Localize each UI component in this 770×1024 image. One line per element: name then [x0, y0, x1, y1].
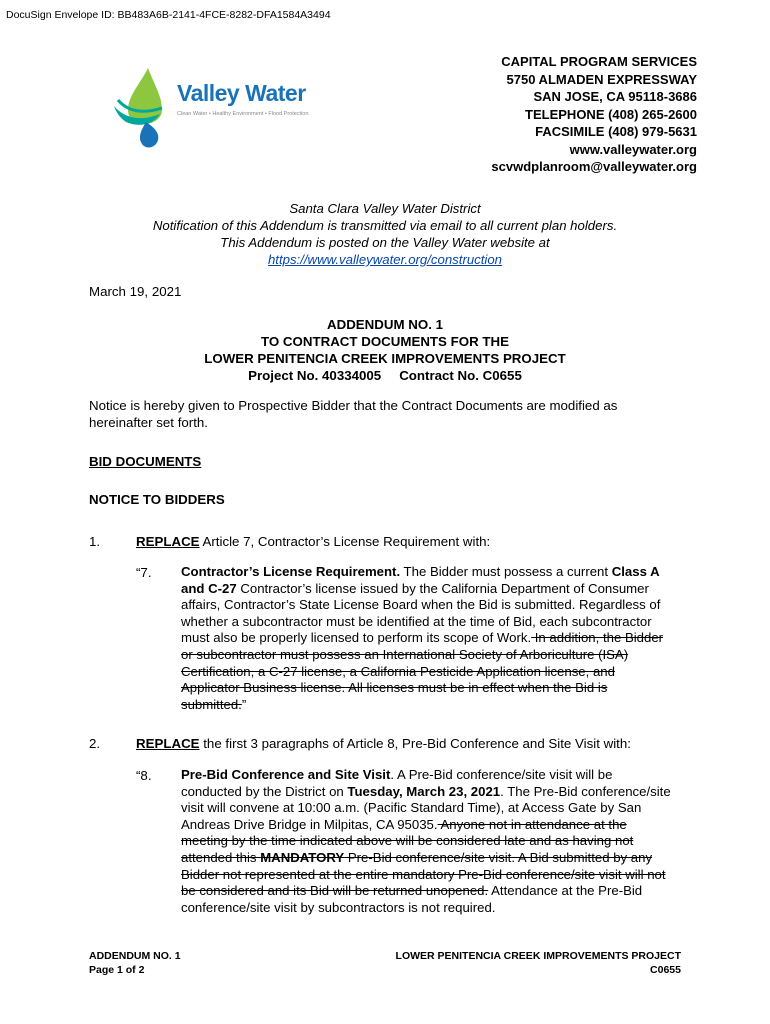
footer-project: LOWER PENITENCIA CREEK IMPROVEMENTS PROJECT	[395, 950, 681, 962]
item-number: 2.	[89, 736, 101, 751]
footer-contract: C0655	[650, 964, 681, 976]
conference-date: Tuesday, March 23, 2021	[347, 783, 501, 799]
license-class: Class A and C-27	[181, 564, 660, 596]
construction-website-link[interactable]: https://www.valleywater.org/construction	[267, 252, 503, 267]
article-text: Attendance at the Pre-Bid conference/site visit by subcontractors is not required.	[181, 883, 643, 915]
contact-line: 5750 ALMADEN EXPRESSWAY	[506, 71, 697, 87]
article-7-text	[181, 564, 676, 713]
heading-line: ADDENDUM NO. 1	[327, 317, 443, 332]
logo-tagline: Clean Water • Healthy Environment • Flood Protection	[177, 111, 309, 117]
contact-line: FACSIMILE (408) 979-5631	[535, 124, 697, 139]
heading-line: TO CONTRACT DOCUMENTS FOR THE	[261, 334, 509, 349]
notice-line: This Addendum is posted on the Valley Water website at	[220, 235, 550, 250]
subsection-title: NOTICE TO BIDDERS	[89, 492, 225, 507]
replace-verb: REPLACE	[136, 736, 200, 751]
instruction-text: Article 7, Contractor’s License Requirement with:	[199, 534, 491, 549]
water-drop-logo-icon	[110, 66, 180, 150]
addendum-heading	[0, 316, 770, 384]
docusign-envelope-id: DocuSign Envelope ID: BB483A6B-2141-4FCE-8282-DFA1584A3494	[6, 9, 331, 21]
instruction-text: the first 3 paragraphs of Article 8, Pre-Bid Conference and Site Visit with:	[199, 736, 631, 751]
item-2-instruction	[136, 735, 631, 752]
article-text: The Bidder must possess a current	[400, 564, 612, 579]
article-heading: Pre-Bid Conference and Site Visit	[181, 767, 391, 782]
notice-line: Notification of this Addendum is transmitted via email to all current plan holders.	[152, 218, 618, 233]
distribution-notice	[0, 200, 770, 268]
heading-line: LOWER PENITENCIA CREEK IMPROVEMENTS PROJECT	[204, 351, 566, 366]
article-8-text	[181, 767, 676, 916]
project-number: Project No. 40334005	[248, 368, 382, 383]
article-text: . A Pre-Bid conference/site visit will be conducted by the District on	[181, 767, 613, 799]
deleted-text: Pre-Bid conference/site visit. A Bid submitted by any Bidder not represented at the entire mandatory Pre-Bid conference/site visit will not be considered and its Bid will be returned unopened.	[181, 849, 666, 899]
contact-email: scvwdplanroom@valleywater.org	[491, 159, 697, 174]
intro-paragraph	[89, 397, 617, 431]
item-number: 1.	[89, 534, 101, 549]
section-title: BID DOCUMENTS	[89, 454, 202, 469]
logo-wordmark: Valley Water	[177, 80, 306, 106]
contract-number: Contract No. C0655	[399, 368, 522, 383]
intro-line: Notice is hereby given to Prospective Bidder that the Contract Documents are modified as	[89, 398, 618, 413]
contact-line: SAN JOSE, CA 95118-3686	[533, 89, 697, 104]
deleted-text-bold: MANDATORY	[260, 849, 345, 865]
item-1-instruction	[136, 533, 490, 550]
intro-line: hereinafter set forth.	[89, 415, 208, 430]
deleted-text: In addition, the Bidder or subcontractor must possess an International Society of Arboriculture (ISA) Certification, a C-27 license, a California Pesticide Application license, and Applicator Business license. All licenses must be in effect when the Bid is submitted.	[181, 630, 664, 712]
contact-line: TELEPHONE (408) 265-2600	[525, 106, 697, 122]
contact-website: www.valleywater.org	[569, 141, 697, 157]
contact-line: CAPITAL PROGRAM SERVICES	[501, 54, 697, 69]
article-text: Contractor’s license issued by the California Department of Consumer affairs, Contractor’s State License Board when the Bid is submitted. Regardless of whether a subcontractor must be identified at the time of Bid, each subcontractor must also be properly licensed to perform its scope of Work.	[181, 580, 661, 646]
addendum-date: March 19, 2021	[89, 284, 182, 299]
valley-water-logo	[110, 66, 320, 150]
deleted-text: Anyone not in attendance at the meeting by the time indicated above will be considered late and as having not attended this	[181, 816, 634, 865]
notice-line: Santa Clara Valley Water District	[289, 201, 481, 216]
closing-quote: ”	[241, 696, 247, 712]
article-text: . The Pre-Bid conference/site visit will convene at 10:00 a.m. (Pacific Standard Time), at Access Gate by San Andreas Drive Bridge in Milpitas, CA 95035.	[181, 783, 671, 832]
quote-number: “8.	[136, 768, 152, 783]
footer-right	[396, 949, 681, 977]
footer-addendum: ADDENDUM NO. 1	[89, 950, 181, 962]
article-heading: Contractor’s License Requirement.	[181, 564, 401, 579]
footer-left	[89, 949, 181, 977]
page-number: Page 1 of 2	[89, 964, 145, 976]
contact-block	[491, 53, 697, 176]
quote-number: “7.	[136, 565, 152, 580]
replace-verb: REPLACE	[136, 534, 200, 549]
